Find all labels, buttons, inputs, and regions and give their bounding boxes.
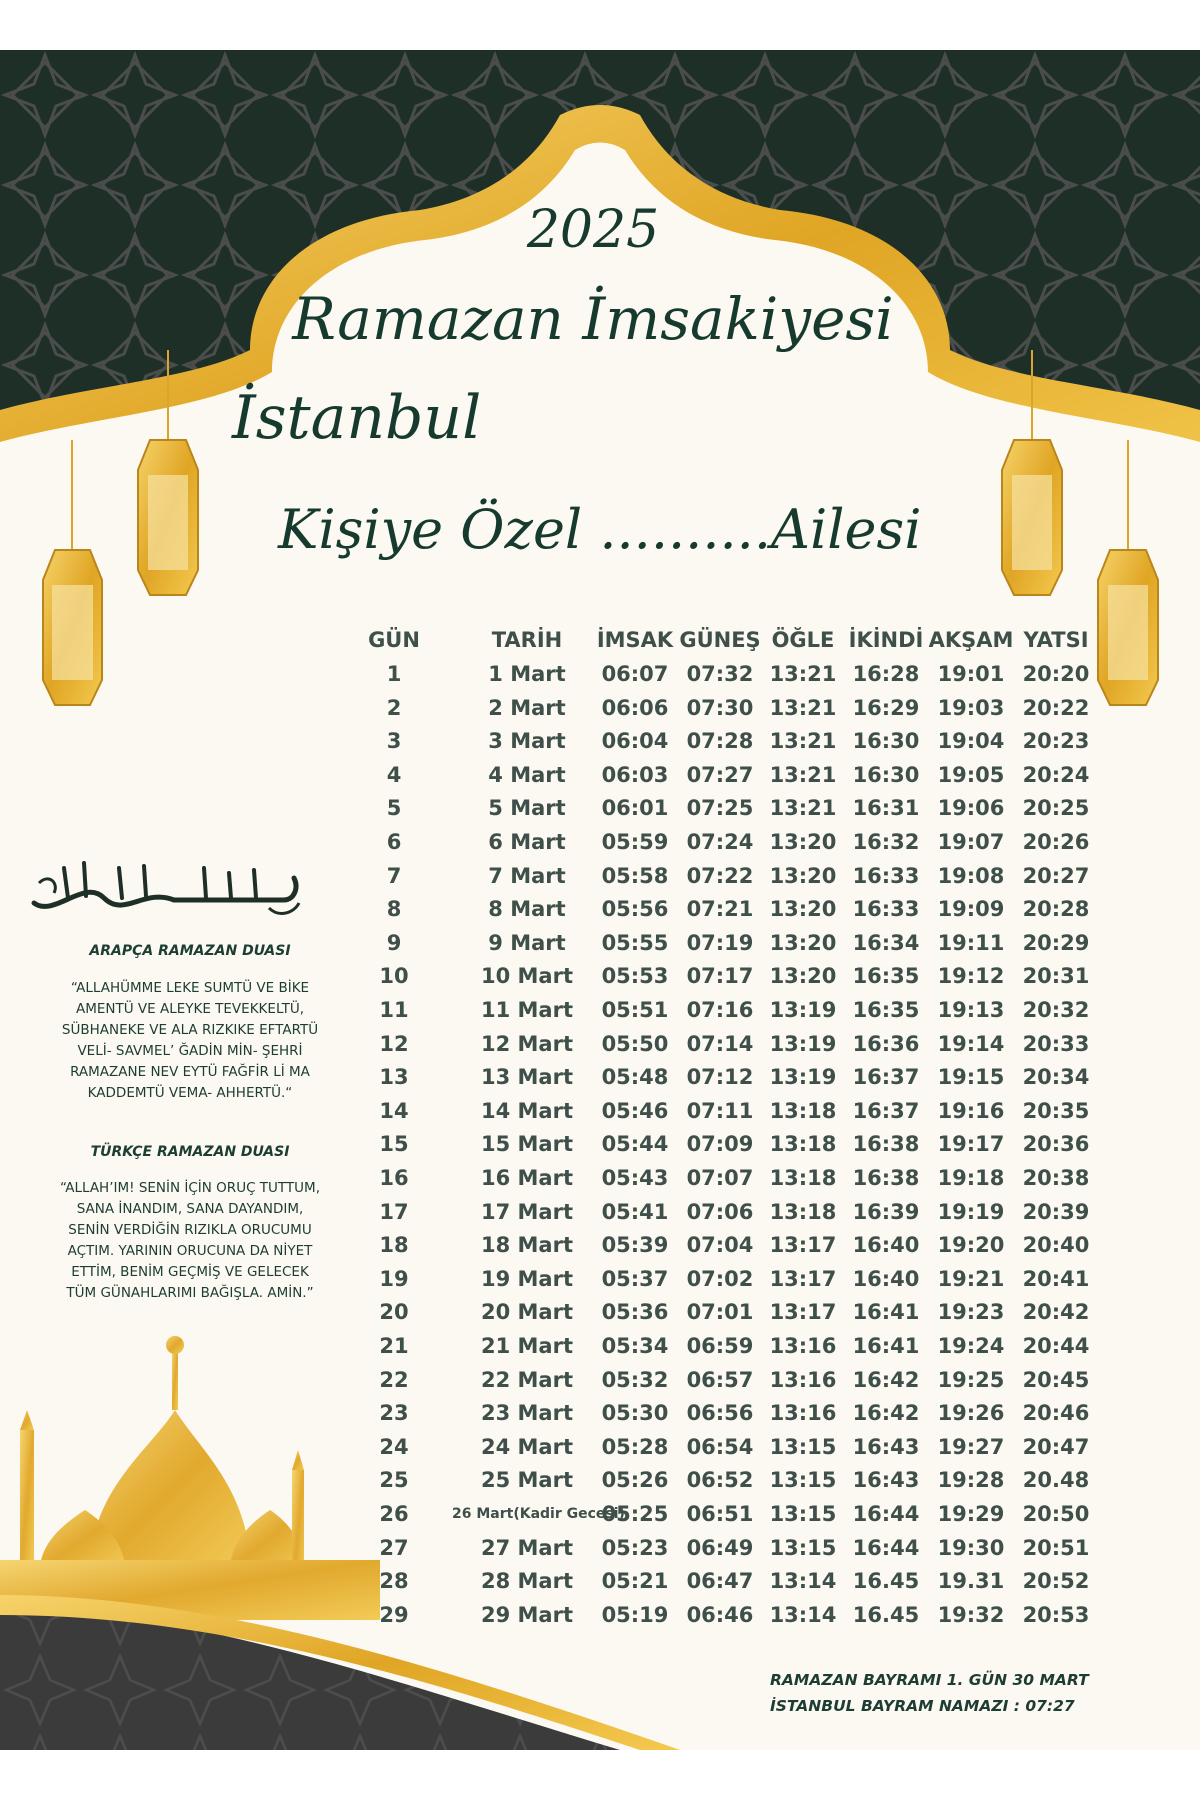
- dua-line: KADDEMTÜ VEMA- AHHERTÜ.“: [87, 1085, 293, 1101]
- cell-gun: 21: [379, 1334, 409, 1358]
- table-row: [362, 1366, 1102, 1394]
- cell-ikindi: 16:44: [852, 1535, 920, 1560]
- cell-ogle: 13:19: [769, 1031, 837, 1056]
- cell-yatsi: 20:42: [1022, 1300, 1090, 1325]
- cell-ogle: 13:16: [769, 1334, 837, 1358]
- cell-gunes: 07:07: [686, 1166, 754, 1190]
- cell-tarih: 1 Mart: [488, 662, 566, 686]
- cell-gunes: 07:22: [686, 863, 754, 888]
- dua-line: “ALLAH’IM! SENİN İÇİN ORUÇ TUTTUM,: [59, 1180, 320, 1196]
- cell-gunes: 06:52: [686, 1468, 754, 1493]
- cell-gunes: 06:54: [686, 1434, 754, 1459]
- cell-ogle: 13:18: [769, 1199, 837, 1224]
- cell-ikindi: 16:30: [852, 729, 920, 754]
- cell-ikindi: 16:41: [852, 1334, 920, 1358]
- cell-ikindi: 16:29: [852, 695, 920, 720]
- table-row: [362, 1164, 1102, 1192]
- table-row: [362, 862, 1102, 890]
- cell-imsak: 05:59: [601, 830, 669, 854]
- table-row: [362, 1500, 1102, 1528]
- table-row: [362, 1534, 1102, 1562]
- cell-gunes: 07:14: [686, 1031, 754, 1056]
- table-row: [362, 794, 1102, 822]
- turkish-dua-text: [40, 1178, 340, 1304]
- table-row: [362, 1030, 1102, 1058]
- cell-imsak: 06:03: [601, 762, 669, 787]
- cell-tarih: 20 Mart: [481, 1300, 573, 1325]
- table-row: [362, 727, 1102, 755]
- cell-aksam: 19:30: [937, 1535, 1005, 1560]
- cell-gun: 26: [379, 1502, 409, 1526]
- dua-line: AÇTIM. YARININ ORUCUNA DA NİYET: [67, 1243, 313, 1259]
- cell-imsak: 05:53: [601, 964, 669, 989]
- cell-imsak: 05:46: [601, 1098, 669, 1123]
- cell-ikindi: 16:32: [852, 830, 920, 854]
- cell-aksam: 19:17: [937, 1132, 1005, 1157]
- cell-imsak: 05:34: [601, 1334, 669, 1358]
- cell-gun: 19: [379, 1266, 409, 1291]
- cell-yatsi: 20:51: [1022, 1535, 1090, 1560]
- column-header-tarih: TARİH: [491, 628, 563, 652]
- cell-yatsi: 20:41: [1022, 1266, 1090, 1291]
- dua-line: TÜM GÜNAHLARIMI BAĞIŞLA. AMİN.”: [66, 1285, 314, 1301]
- cell-tarih: 12 Mart: [481, 1031, 573, 1056]
- cell-yatsi: 20:27: [1022, 863, 1090, 888]
- cell-gunes: 07:27: [686, 762, 754, 787]
- cell-yatsi: 20:20: [1022, 662, 1090, 686]
- cell-ikindi: 16:28: [852, 662, 920, 686]
- cell-aksam: 19:20: [937, 1233, 1005, 1258]
- table-row: [362, 1265, 1102, 1293]
- cell-yatsi: 20:47: [1022, 1434, 1090, 1459]
- cell-aksam: 19:23: [937, 1300, 1005, 1325]
- cell-gun: 11: [379, 998, 409, 1022]
- cell-tarih: 24 Mart: [481, 1434, 573, 1459]
- cell-ikindi: 16:42: [852, 1367, 920, 1392]
- cell-gun: 3: [386, 729, 402, 754]
- cell-aksam: 19:21: [937, 1266, 1005, 1291]
- table-row: [362, 1332, 1102, 1360]
- table-row: [362, 1399, 1102, 1427]
- cell-ogle: 13:20: [769, 830, 837, 854]
- cell-aksam: 19:04: [937, 729, 1005, 754]
- table-row: [362, 996, 1102, 1024]
- cell-tarih: 13 Mart: [481, 1065, 573, 1090]
- cell-gun: 4: [386, 762, 402, 787]
- table-row: [362, 1097, 1102, 1125]
- cell-ogle: 13:14: [769, 1602, 837, 1627]
- cell-gunes: 07:19: [686, 930, 754, 955]
- cell-ogle: 13:20: [769, 897, 837, 922]
- cell-gun: 27: [379, 1535, 409, 1560]
- cell-ikindi: 16:31: [852, 796, 920, 821]
- cell-imsak: 05:58: [601, 863, 669, 888]
- cell-ogle: 13:21: [769, 796, 837, 821]
- family-line: Kişiye Özel ..........Ailesi: [278, 498, 922, 561]
- table-row: [362, 828, 1102, 856]
- cell-gunes: 07:11: [686, 1098, 754, 1123]
- cell-tarih: 23 Mart: [481, 1401, 573, 1426]
- cell-yatsi: 20:53: [1022, 1602, 1090, 1627]
- cell-ogle: 13:16: [769, 1401, 837, 1426]
- dua-line: AMENTÜ VE ALEYKE TEVEKKELTÜ,: [75, 1001, 305, 1017]
- cell-gun: 28: [379, 1569, 409, 1594]
- cell-aksam: 19.31: [937, 1569, 1005, 1594]
- cell-yatsi: 20:44: [1022, 1334, 1090, 1358]
- cell-ogle: 13:18: [769, 1166, 837, 1190]
- cell-aksam: 19:28: [937, 1468, 1005, 1493]
- cell-imsak: 06:07: [601, 662, 669, 686]
- cell-gunes: 07:30: [686, 695, 754, 720]
- cell-tarih: 16 Mart: [481, 1166, 573, 1190]
- cell-gun: 25: [379, 1468, 409, 1493]
- turkish-dua-title: TÜRKÇE RAMAZAN DUASI: [90, 1144, 290, 1160]
- dua-line: SÜBHANEKE VE ALA RIZKIKE EFTARTÜ: [61, 1022, 319, 1038]
- cell-yatsi: 20:29: [1022, 930, 1090, 955]
- cell-aksam: 19:24: [937, 1334, 1005, 1358]
- cell-gun: 24: [379, 1434, 409, 1459]
- cell-aksam: 19:32: [937, 1602, 1005, 1627]
- cell-yatsi: 20:52: [1022, 1569, 1090, 1594]
- cell-ikindi: 16:42: [852, 1401, 920, 1426]
- column-header-gun: GÜN: [368, 628, 420, 652]
- cell-gunes: 07:04: [686, 1233, 754, 1258]
- cell-gunes: 06:47: [686, 1569, 754, 1594]
- cell-gunes: 07:09: [686, 1132, 754, 1157]
- cell-gun: 13: [379, 1065, 409, 1090]
- cell-ogle: 13:20: [769, 863, 837, 888]
- cell-gunes: 07:12: [686, 1065, 754, 1090]
- cell-imsak: 05:25: [601, 1502, 669, 1526]
- imsakiye-poster: [0, 50, 1200, 1750]
- cell-imsak: 05:39: [601, 1233, 669, 1258]
- cell-gun: 23: [379, 1401, 409, 1426]
- cell-ogle: 13:20: [769, 964, 837, 989]
- cell-gun: 9: [386, 930, 402, 955]
- cell-yatsi: 20:39: [1022, 1199, 1090, 1224]
- cell-gun: 6: [386, 830, 402, 854]
- cell-imsak: 05:30: [601, 1401, 669, 1426]
- cell-aksam: 19:27: [937, 1434, 1005, 1459]
- cell-gunes: 06:59: [686, 1334, 754, 1358]
- cell-aksam: 19:11: [937, 930, 1005, 955]
- dua-line: RAMAZANE NEV EYTÜ FAĞFİR Lİ MA: [70, 1064, 310, 1080]
- cell-gunes: 07:28: [686, 729, 754, 754]
- page-title: Ramazan İmsakiyesi: [292, 285, 894, 353]
- dua-line: “ALLAHÜMME LEKE SUMTÜ VE BİKE: [70, 980, 310, 996]
- cell-aksam: 19:14: [937, 1031, 1005, 1056]
- bismillah-calligraphy: [24, 848, 314, 928]
- table-row: [362, 1601, 1102, 1629]
- cell-gun: 22: [379, 1367, 409, 1392]
- cell-ikindi: 16.45: [852, 1569, 920, 1594]
- cell-ogle: 13:17: [769, 1266, 837, 1291]
- dua-line: SANA İNANDIM, SANA DAYANDIM,: [76, 1201, 304, 1217]
- cell-tarih: 2 Mart: [488, 695, 566, 720]
- cell-tarih: 27 Mart: [481, 1535, 573, 1560]
- column-header-aksam: AKŞAM: [928, 628, 1014, 652]
- cell-ogle: 13:17: [769, 1233, 837, 1258]
- cell-yatsi: 20:31: [1022, 964, 1090, 989]
- cell-ikindi: 16:35: [852, 998, 920, 1022]
- cell-tarih: 8 Mart: [488, 897, 566, 922]
- cell-imsak: 05:51: [601, 998, 669, 1022]
- cell-ogle: 13:15: [769, 1535, 837, 1560]
- cell-tarih: 15 Mart: [481, 1132, 573, 1157]
- table-row: [362, 1198, 1102, 1226]
- cell-ikindi: 16:44: [852, 1502, 920, 1526]
- cell-gun: 29: [379, 1602, 409, 1627]
- cell-yatsi: 20:35: [1022, 1098, 1090, 1123]
- arabic-dua-title: ARAPÇA RAMAZAN DUASI: [89, 943, 291, 959]
- table-row: [362, 1466, 1102, 1494]
- cell-ogle: 13:14: [769, 1569, 837, 1594]
- cell-imsak: 05:37: [601, 1266, 669, 1291]
- table-row: [362, 660, 1102, 688]
- table-row: [362, 761, 1102, 789]
- cell-gun: 18: [379, 1233, 409, 1258]
- cell-gunes: 07:32: [686, 662, 754, 686]
- column-header-ikindi: İKİNDİ: [848, 628, 924, 652]
- table-row: [362, 1567, 1102, 1595]
- table-header-row: [362, 626, 1102, 654]
- cell-gun: 2: [386, 695, 402, 720]
- cell-imsak: 06:04: [601, 729, 669, 754]
- cell-tarih: 22 Mart: [481, 1367, 573, 1392]
- cell-imsak: 05:43: [601, 1166, 669, 1190]
- cell-ogle: 13:21: [769, 695, 837, 720]
- cell-yatsi: 20:32: [1022, 998, 1090, 1022]
- cell-gunes: 07:06: [686, 1199, 754, 1224]
- cell-aksam: 19:29: [937, 1502, 1005, 1526]
- table-row: [362, 1433, 1102, 1461]
- cell-ikindi: 16:34: [852, 930, 920, 955]
- cell-gunes: 07:24: [686, 830, 754, 854]
- cell-ikindi: 16:35: [852, 964, 920, 989]
- table-row: [362, 1298, 1102, 1326]
- cell-tarih: 4 Mart: [488, 762, 566, 787]
- bayram-prayer-time: İSTANBUL BAYRAM NAMAZI : 07:27: [770, 1697, 1075, 1715]
- cell-ikindi: 16.45: [852, 1602, 920, 1627]
- cell-ikindi: 16:30: [852, 762, 920, 787]
- cell-yatsi: 20:23: [1022, 729, 1090, 754]
- cell-gunes: 06:57: [686, 1367, 754, 1392]
- cell-tarih: 11 Mart: [481, 998, 573, 1022]
- table-row: [362, 1063, 1102, 1091]
- cell-aksam: 19:15: [937, 1065, 1005, 1090]
- cell-tarih: 14 Mart: [481, 1098, 573, 1123]
- cell-ikindi: 16:37: [852, 1065, 920, 1090]
- cell-tarih: 6 Mart: [488, 830, 566, 854]
- dua-line: SENİN VERDİĞİN RIZIKLA ORUCUMU: [68, 1222, 312, 1238]
- cell-imsak: 05:23: [601, 1535, 669, 1560]
- table-row: [362, 962, 1102, 990]
- cell-gunes: 06:56: [686, 1401, 754, 1426]
- cell-ikindi: 16:33: [852, 897, 920, 922]
- cell-ikindi: 16:33: [852, 863, 920, 888]
- cell-imsak: 05:28: [601, 1434, 669, 1459]
- cell-imsak: 05:44: [601, 1132, 669, 1157]
- cell-gun: 16: [379, 1166, 409, 1190]
- cell-ogle: 13:21: [769, 762, 837, 787]
- dua-line: VELİ- SAVMEL’ ĞADİN MİN- ŞEHRİ: [77, 1043, 303, 1059]
- cell-gun: 12: [379, 1031, 409, 1056]
- bayram-date: RAMAZAN BAYRAMI 1. GÜN 30 MART: [770, 1671, 1089, 1689]
- cell-yatsi: 20:28: [1022, 897, 1090, 922]
- cell-yatsi: 20:33: [1022, 1031, 1090, 1056]
- cell-ogle: 13:20: [769, 930, 837, 955]
- cell-aksam: 19:09: [937, 897, 1005, 922]
- cell-gunes: 07:16: [686, 998, 754, 1022]
- cell-imsak: 05:21: [601, 1569, 669, 1594]
- cell-yatsi: 20:26: [1022, 830, 1090, 854]
- cell-ogle: 13:18: [769, 1098, 837, 1123]
- cell-yatsi: 20.48: [1022, 1468, 1090, 1493]
- cell-imsak: 05:50: [601, 1031, 669, 1056]
- column-header-ogle: ÖĞLE: [771, 628, 835, 652]
- cell-aksam: 19:07: [937, 830, 1005, 854]
- cell-imsak: 06:01: [601, 796, 669, 821]
- cell-aksam: 19:16: [937, 1098, 1005, 1123]
- cell-tarih: 10 Mart: [481, 964, 573, 989]
- column-header-imsak: İMSAK: [596, 628, 674, 652]
- cell-gunes: 07:21: [686, 897, 754, 922]
- cell-tarih: 5 Mart: [488, 796, 566, 821]
- cell-imsak: 05:32: [601, 1367, 669, 1392]
- cell-ikindi: 16:38: [852, 1166, 920, 1190]
- table-row: [362, 694, 1102, 722]
- cell-ogle: 13:17: [769, 1300, 837, 1325]
- cell-aksam: 19:03: [937, 695, 1005, 720]
- cell-ikindi: 16:36: [852, 1031, 920, 1056]
- table-row: [362, 1231, 1102, 1259]
- cell-imsak: 05:36: [601, 1300, 669, 1325]
- cell-gun: 1: [386, 662, 402, 686]
- cell-gun: 14: [379, 1098, 409, 1123]
- cell-ikindi: 16:41: [852, 1300, 920, 1325]
- table-row: [362, 929, 1102, 957]
- cell-gunes: 07:02: [686, 1266, 754, 1291]
- cell-ikindi: 16:40: [852, 1266, 920, 1291]
- cell-gunes: 06:46: [686, 1602, 754, 1627]
- city-title: İstanbul: [232, 383, 482, 453]
- cell-aksam: 19:12: [937, 964, 1005, 989]
- cell-aksam: 19:05: [937, 762, 1005, 787]
- year-title: 2025: [526, 200, 660, 260]
- table-row: [362, 895, 1102, 923]
- cell-ikindi: 16:39: [852, 1199, 920, 1224]
- column-header-gunes: GÜNEŞ: [679, 628, 761, 652]
- cell-tarih: 26 Mart(Kadir Gecesi): [452, 1506, 625, 1522]
- cell-tarih: 19 Mart: [481, 1266, 573, 1291]
- cell-yatsi: 20:46: [1022, 1401, 1090, 1426]
- cell-tarih: 7 Mart: [488, 863, 566, 888]
- cell-aksam: 19:19: [937, 1199, 1005, 1224]
- cell-imsak: 05:48: [601, 1065, 669, 1090]
- cell-ikindi: 16:40: [852, 1233, 920, 1258]
- cell-tarih: 18 Mart: [481, 1233, 573, 1258]
- cell-tarih: 25 Mart: [481, 1468, 573, 1493]
- cell-aksam: 19:13: [937, 998, 1005, 1022]
- cell-gunes: 07:01: [686, 1300, 754, 1325]
- cell-ikindi: 16:38: [852, 1132, 920, 1157]
- cell-imsak: 05:26: [601, 1468, 669, 1493]
- cell-ogle: 13:21: [769, 662, 837, 686]
- cell-ogle: 13:15: [769, 1468, 837, 1493]
- cell-aksam: 19:06: [937, 796, 1005, 821]
- cell-ikindi: 16:43: [852, 1468, 920, 1493]
- cell-gun: 5: [386, 796, 402, 821]
- cell-gun: 10: [379, 964, 409, 989]
- cell-yatsi: 20:45: [1022, 1367, 1090, 1392]
- cell-ogle: 13:18: [769, 1132, 837, 1157]
- cell-yatsi: 20:50: [1022, 1502, 1090, 1526]
- cell-imsak: 05:56: [601, 897, 669, 922]
- cell-tarih: 17 Mart: [481, 1199, 573, 1224]
- cell-imsak: 06:06: [601, 695, 669, 720]
- cell-gun: 20: [379, 1300, 409, 1325]
- cell-aksam: 19:08: [937, 863, 1005, 888]
- cell-yatsi: 20:38: [1022, 1166, 1090, 1190]
- cell-tarih: 29 Mart: [481, 1602, 573, 1627]
- cell-yatsi: 20:36: [1022, 1132, 1090, 1157]
- cell-yatsi: 20:24: [1022, 762, 1090, 787]
- arabic-dua-text: [40, 978, 340, 1104]
- cell-ogle: 13:19: [769, 1065, 837, 1090]
- cell-aksam: 19:25: [937, 1367, 1005, 1392]
- cell-tarih: 28 Mart: [481, 1569, 573, 1594]
- cell-gun: 15: [379, 1132, 409, 1157]
- cell-ogle: 13:19: [769, 998, 837, 1022]
- cell-imsak: 05:19: [601, 1602, 669, 1627]
- cell-aksam: 19:18: [937, 1166, 1005, 1190]
- cell-gun: 17: [379, 1199, 409, 1224]
- cell-imsak: 05:41: [601, 1199, 669, 1224]
- cell-yatsi: 20:25: [1022, 796, 1090, 821]
- cell-ogle: 13:15: [769, 1434, 837, 1459]
- cell-yatsi: 20:22: [1022, 695, 1090, 720]
- column-header-yatsi: YATSI: [1023, 628, 1089, 652]
- cell-aksam: 19:26: [937, 1401, 1005, 1426]
- cell-gun: 7: [386, 863, 402, 888]
- cell-gunes: 07:17: [686, 964, 754, 989]
- dua-line: ETTİM, BENİM GEÇMİŞ VE GELECEK: [71, 1264, 309, 1280]
- cell-ogle: 13:21: [769, 729, 837, 754]
- cell-gun: 8: [386, 897, 402, 922]
- cell-ogle: 13:16: [769, 1367, 837, 1392]
- cell-yatsi: 20:40: [1022, 1233, 1090, 1258]
- cell-gunes: 06:51: [686, 1502, 754, 1526]
- cell-ogle: 13:15: [769, 1502, 837, 1526]
- cell-gunes: 06:49: [686, 1535, 754, 1560]
- cell-ikindi: 16:37: [852, 1098, 920, 1123]
- cell-imsak: 05:55: [601, 930, 669, 955]
- table-row: [362, 1130, 1102, 1158]
- cell-tarih: 3 Mart: [488, 729, 566, 754]
- cell-tarih: 9 Mart: [488, 930, 566, 955]
- cell-aksam: 19:01: [937, 662, 1005, 686]
- cell-ikindi: 16:43: [852, 1434, 920, 1459]
- cell-yatsi: 20:34: [1022, 1065, 1090, 1090]
- cell-gunes: 07:25: [686, 796, 754, 821]
- cell-tarih: 21 Mart: [481, 1334, 573, 1358]
